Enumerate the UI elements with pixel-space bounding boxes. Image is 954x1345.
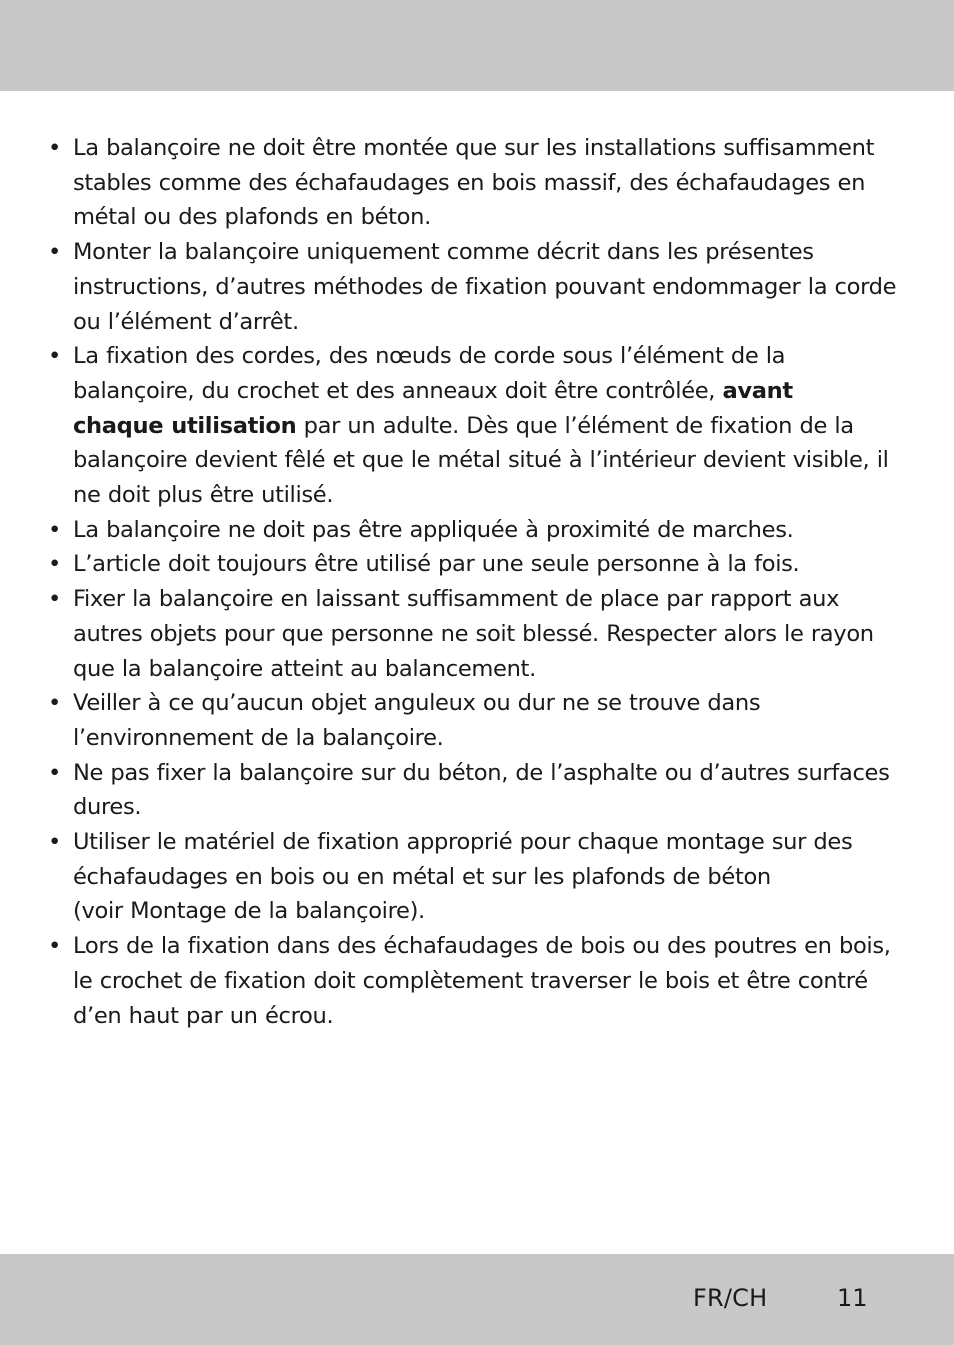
bullet-text: L’article doit toujours être utilisé par une seule personne à la fois. (73, 551, 800, 578)
bullet-dot: • (48, 586, 61, 613)
bullet-item-4 (46, 513, 914, 548)
bullet-text: Veiller à ce qu’aucun objet anguleux ou dur ne se trouve dans l’environnement de la balançoire. (73, 690, 761, 751)
bullet-item-6 (46, 582, 914, 686)
bullet-text: Lors de la fixation dans des échafaudages de bois ou des poutres en bois, le crochet de fixation doit complètement traverser le bois et être contré d’en haut par un écrou. (73, 933, 891, 1029)
bullet-text: La fixation des cordes, des nœuds de corde sous l’élément de la balançoire, du crochet et des anneaux doit être contrôlée, avant chaque utilisation par un adulte. Dès que l’élément de fixation de la balançoire devient fêlé et que le métal situé à l’intérieur devient visible, il ne doit plus être utilisé. (73, 343, 889, 509)
bullet-dot: • (48, 343, 61, 370)
emphasis-text: avant (722, 377, 793, 404)
bullet-dot: • (48, 239, 61, 266)
bullet-dot: • (48, 690, 61, 717)
bullet-item-1 (46, 131, 914, 235)
header-band (0, 0, 954, 91)
bullet-dot: • (48, 551, 61, 578)
bullet-dot: • (48, 135, 61, 161)
bullet-item-10 (46, 929, 914, 1033)
bullet-list (46, 131, 914, 1033)
bullet-item-8 (46, 756, 914, 825)
bullet-dot: • (48, 516, 61, 543)
bullet-text: Fixer la balançoire en laissant suffisamment de place par rapport aux autres objets pour que personne ne soit blessé. Respecter alors le rayon que la balançoire atteint au balancement. (73, 586, 874, 682)
safety-instructions (46, 131, 914, 1033)
bullet-dot: • (48, 933, 61, 960)
bullet-item-5 (46, 547, 914, 582)
bullet-text: Ne pas fixer la balançoire sur du béton, de l’asphalte ou d’autres surfaces dures. (73, 759, 890, 821)
bullet-item-3 (46, 339, 914, 513)
footer-band (0, 1254, 954, 1345)
bullet-text: La balançoire ne doit pas être appliquée à proximité de marches. (73, 516, 794, 543)
bullet-text: La balançoire ne doit être montée que sur les installations suffisamment stables comme des échafaudages en bois massif, des échafaudages en métal ou des plafonds en béton. (73, 135, 875, 231)
bullet-text: Utiliser le matériel de fixation approprié pour chaque montage sur des échafaudages en bois ou en métal et sur les plafonds de béton (voir Montage de la balançoire). (73, 829, 853, 925)
bullet-dot: • (48, 829, 61, 856)
footer-language-code: FR/CH (693, 1284, 768, 1312)
bullet-item-9 (46, 825, 914, 929)
page-number: 11 (837, 1284, 868, 1312)
bullet-item-2 (46, 235, 914, 339)
bullet-dot: • (48, 759, 61, 786)
emphasis-text: chaque utilisation (73, 412, 297, 439)
bullet-text: Monter la balançoire uniquement comme décrit dans les présentes instructions, d’autres méthodes de fixation pouvant endommager la corde ou l’élément d’arrêt. (73, 239, 897, 335)
bullet-item-7 (46, 686, 914, 755)
